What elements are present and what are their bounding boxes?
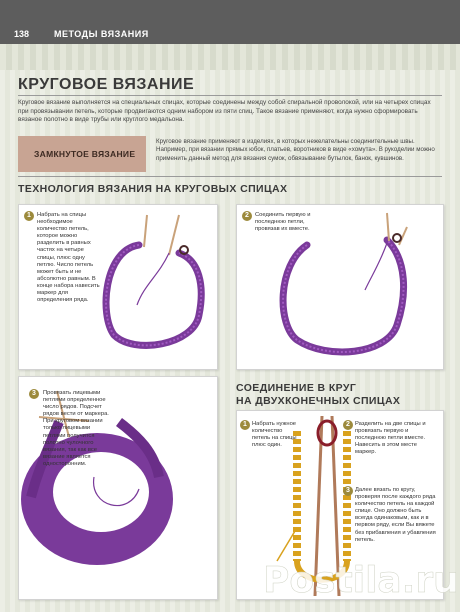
closed-knitting-text: Круговое вязание применяют в изделиях, в которых нежелательны соединительные швы. Например, при вязании прямых юбок, платьев, воротников в виде «хомута». В рукоделии можно применить данный метод для вязания сумок, обвязывание бутылок, банок, кувшинов. xyxy=(156,138,435,162)
step-1-text: Набрать на спицы необходимое количество петель, которое можно разделить в равных частях на четыре спицы, плюс одну петлю. Число петель может быть и не абсолютно равным. В конце набора навесить маркер для определения ряда. xyxy=(37,212,100,304)
double-step-1-text: Набрать нужное количество петель на спицы плюс один. xyxy=(252,421,297,449)
closed-divider xyxy=(18,176,442,177)
double-step-2-number: 2 xyxy=(343,420,353,430)
step-3-text: Провязать лицевыми петлями определенное число рядов. Подсчет рядов вести от маркера. При круговом вязании только лицевыми петлями получится полотно чулочного вязания, так как все вязание является односторонним. xyxy=(43,390,109,467)
double-step-1-number: 1 xyxy=(240,420,250,430)
double-step-3-number: 3 xyxy=(343,486,353,496)
step-3-number: 3 xyxy=(29,389,39,399)
intro-paragraph: Круговое вязание выполняется на специальных спицах, которые соединены между собой спиральной проволокой, или на четырех спицах при провязывании петель, которые продвигаются одним набором из пяти спиц. Такое вязание применяют, когда нужно сформировать вязаное полотно в виде трубы или круглого медальона. xyxy=(18,99,431,124)
step-2-panel xyxy=(236,204,444,370)
page-number: 138 xyxy=(14,29,30,39)
double-pointed-heading xyxy=(236,382,400,408)
double-step-2-text: Разделить на две спицы и провязать первую и последнюю петли вместе. Навесить в этом месте маркер. xyxy=(355,421,426,456)
closed-knitting-label: ЗАМКНУТОЕ ВЯЗАНИЕ xyxy=(34,149,136,159)
step-2-number: 2 xyxy=(242,211,252,221)
double-pointed-heading-line1: СОЕДИНЕНИЕ В КРУГ xyxy=(236,382,357,394)
double-pointed-heading-line2: НА ДВУХКОНЕЧНЫХ СПИЦАХ xyxy=(236,395,401,407)
page-title: КРУГОВОЕ ВЯЗАНИЕ xyxy=(18,76,195,93)
section-title: МЕТОДЫ ВЯЗАНИЯ xyxy=(54,29,149,39)
postila-watermark-logo xyxy=(255,548,459,608)
double-step-3-text: Далее вязать по кругу, проверяя после каждого ряда количество петель на каждой спице. Оно должно быть всегда одинаковым, как и в первом ряду, если Вы вяжете без прибавления и убавления петель. xyxy=(355,487,436,543)
page-header xyxy=(0,0,460,44)
svg-text:Postila.ru: Postila.ru xyxy=(263,560,459,601)
knit-texture-band xyxy=(0,44,460,70)
closed-knitting-label-box xyxy=(18,136,146,172)
step-1-panel xyxy=(18,204,218,370)
step-1-number: 1 xyxy=(24,211,34,221)
title-divider xyxy=(18,95,442,96)
step-3-panel xyxy=(18,376,218,600)
step-2-text: Соединить первую и последнюю петли, провязав их вместе. xyxy=(255,212,311,233)
circular-needles-heading: ТЕХНОЛОГИЯ ВЯЗАНИЯ НА КРУГОВЫХ СПИЦАХ xyxy=(18,183,288,195)
